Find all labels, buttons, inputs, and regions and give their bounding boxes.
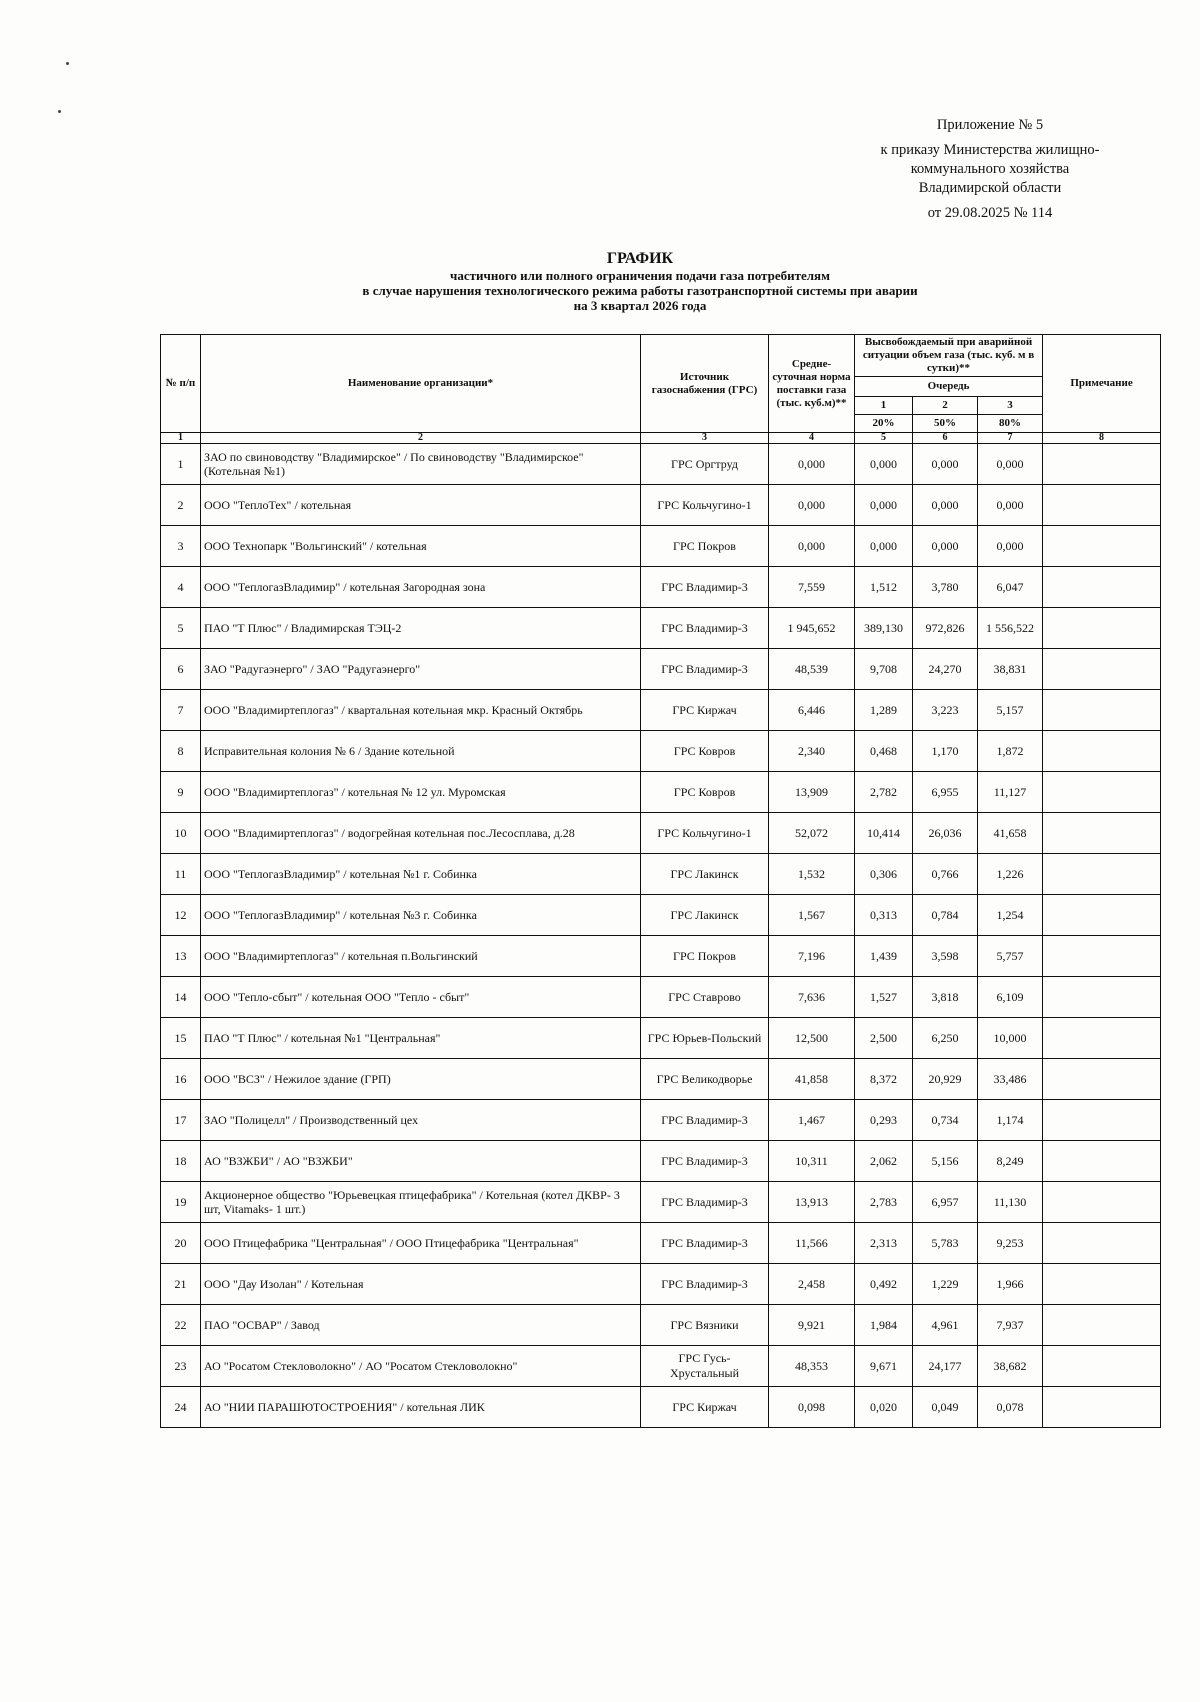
organization-name: ООО "ТеплоТех" / котельная [201,485,641,526]
row-number: 13 [161,936,201,977]
row-number: 14 [161,977,201,1018]
gas-source: ГРС Владимир-3 [641,1100,769,1141]
organization-name: АО "ВЗЖБИ" / АО "ВЗЖБИ" [201,1141,641,1182]
row-note [1043,690,1161,731]
row-number: 9 [161,772,201,813]
daily-norm: 10,311 [769,1141,855,1182]
gas-source: ГРС Владимир-3 [641,1141,769,1182]
daily-norm: 13,913 [769,1182,855,1223]
row-number: 8 [161,731,201,772]
released-queue-2: 6,955 [913,772,978,813]
released-queue-1: 8,372 [855,1059,913,1100]
released-queue-2: 0,766 [913,854,978,895]
appendix-order-line: к приказу Министерства жилищно- [880,142,1100,158]
row-note [1043,854,1161,895]
daily-norm: 1,532 [769,854,855,895]
col-index-4: 4 [769,433,855,444]
row-note [1043,485,1161,526]
released-queue-1: 2,783 [855,1182,913,1223]
table-row [161,1059,1161,1100]
released-queue-1: 0,000 [855,444,913,485]
organization-name: ООО "ТеплогазВладимир" / котельная №3 г. Собинка [201,895,641,936]
daily-norm: 2,340 [769,731,855,772]
released-queue-3: 8,249 [978,1141,1043,1182]
released-queue-3: 1,226 [978,854,1043,895]
released-queue-1: 1,439 [855,936,913,977]
released-queue-3: 10,000 [978,1018,1043,1059]
released-queue-2: 24,270 [913,649,978,690]
header-norm: Средне-суточная норма поставки газа (тыс. куб.м)** [769,335,855,433]
gas-source: ГРС Ковров [641,731,769,772]
scan-speck [58,110,61,113]
row-number: 1 [161,444,201,485]
table-row [161,567,1161,608]
released-queue-2: 0,000 [913,526,978,567]
daily-norm: 2,458 [769,1264,855,1305]
released-queue-2: 1,229 [913,1264,978,1305]
row-number: 24 [161,1387,201,1428]
released-queue-1: 9,671 [855,1346,913,1387]
organization-name: ООО Птицефабрика "Центральная" / ООО Птицефабрика "Центральная" [201,1223,641,1264]
daily-norm: 0,000 [769,444,855,485]
row-number: 20 [161,1223,201,1264]
row-note [1043,731,1161,772]
row-number: 23 [161,1346,201,1387]
released-queue-3: 33,486 [978,1059,1043,1100]
gas-source: ГРС Покров [641,936,769,977]
organization-name: ЗАО "Полицелл" / Производственный цех [201,1100,641,1141]
gas-source: ГРС Ковров [641,772,769,813]
gas-source: ГРС Владимир-3 [641,1264,769,1305]
table-row [161,1100,1161,1141]
organization-name: ООО "ТеплогазВладимир" / котельная №1 г. Собинка [201,854,641,895]
row-note [1043,1223,1161,1264]
daily-norm: 0,000 [769,485,855,526]
gas-source: ГРС Лакинск [641,895,769,936]
col-index-1: 1 [161,433,201,444]
row-number: 6 [161,649,201,690]
table-row [161,1346,1161,1387]
row-number: 7 [161,690,201,731]
gas-source: ГРС Владимир-3 [641,608,769,649]
released-queue-1: 0,306 [855,854,913,895]
table-row [161,1141,1161,1182]
released-queue-1: 1,984 [855,1305,913,1346]
table-row [161,772,1161,813]
released-queue-3: 1,174 [978,1100,1043,1141]
released-queue-3: 0,000 [978,526,1043,567]
released-queue-2: 5,783 [913,1223,978,1264]
released-queue-3: 1,872 [978,731,1043,772]
released-queue-2: 4,961 [913,1305,978,1346]
organization-name: Акционерное общество "Юрьевецкая птицефабрика" / Котельная (котел ДКВР- 3 шт, Vitamaks- 1 шт.) [201,1182,641,1223]
table-row [161,649,1161,690]
daily-norm: 48,353 [769,1346,855,1387]
table-row [161,690,1161,731]
released-queue-3: 1 556,522 [978,608,1043,649]
gas-source: ГРС Киржач [641,690,769,731]
released-queue-2: 3,598 [913,936,978,977]
released-queue-3: 1,254 [978,895,1043,936]
gas-source: ГРС Гусь-Хрустальный [641,1346,769,1387]
header-q3: 3 [978,397,1043,415]
released-queue-2: 26,036 [913,813,978,854]
row-note [1043,1346,1161,1387]
row-note [1043,649,1161,690]
gas-source: ГРС Оргтруд [641,444,769,485]
row-number: 5 [161,608,201,649]
released-queue-3: 5,757 [978,936,1043,977]
row-number: 3 [161,526,201,567]
row-number: 11 [161,854,201,895]
released-queue-3: 1,966 [978,1264,1043,1305]
gas-restriction-table [160,334,1161,1428]
table-row [161,854,1161,895]
released-queue-3: 6,047 [978,567,1043,608]
row-number: 18 [161,1141,201,1182]
table-row [161,1264,1161,1305]
released-queue-3: 5,157 [978,690,1043,731]
gas-source: ГРС Юрьев-Польский [641,1018,769,1059]
released-queue-1: 0,000 [855,526,913,567]
gas-source: ГРС Кольчугино-1 [641,813,769,854]
appendix-block [840,116,1140,223]
released-queue-2: 3,223 [913,690,978,731]
gas-source: ГРС Кольчугино-1 [641,485,769,526]
col-index-7: 7 [978,433,1043,444]
row-number: 12 [161,895,201,936]
daily-norm: 12,500 [769,1018,855,1059]
daily-norm: 6,446 [769,690,855,731]
released-queue-2: 20,929 [913,1059,978,1100]
gas-source: ГРС Владимир-3 [641,1223,769,1264]
released-queue-1: 2,782 [855,772,913,813]
organization-name: ООО "Тепло-сбыт" / котельная ООО "Тепло - сбыт" [201,977,641,1018]
table-row [161,444,1161,485]
daily-norm: 48,539 [769,649,855,690]
row-note [1043,895,1161,936]
appendix-ministry-line: коммунального хозяйства [910,161,1070,177]
organization-name: АО "НИИ ПАРАШЮТОСТРОЕНИЯ" / котельная ЛИК [201,1387,641,1428]
released-queue-1: 0,000 [855,485,913,526]
released-queue-1: 0,313 [855,895,913,936]
table-row [161,813,1161,854]
table-row [161,895,1161,936]
gas-source: ГРС Покров [641,526,769,567]
appendix-number: Приложение № 5 [936,117,1044,133]
row-note [1043,813,1161,854]
released-queue-1: 9,708 [855,649,913,690]
row-number: 16 [161,1059,201,1100]
daily-norm: 7,559 [769,567,855,608]
row-number: 2 [161,485,201,526]
gas-source: ГРС Владимир-3 [641,649,769,690]
row-note [1043,1264,1161,1305]
released-queue-3: 6,109 [978,977,1043,1018]
organization-name: ООО "Дау Изолан" / Котельная [201,1264,641,1305]
organization-name: ПАО "Т Плюс" / котельная №1 "Центральная" [201,1018,641,1059]
row-note [1043,1387,1161,1428]
daily-norm: 7,636 [769,977,855,1018]
released-queue-3: 9,253 [978,1223,1043,1264]
row-number: 10 [161,813,201,854]
gas-source: ГРС Великодворье [641,1059,769,1100]
table-row [161,608,1161,649]
document-title [200,250,1080,313]
organization-name: ПАО "ОСВАР" / Завод [201,1305,641,1346]
header-name: Наименование организации* [201,335,641,433]
organization-name: ООО "ВСЗ" / Нежилое здание (ГРП) [201,1059,641,1100]
released-queue-3: 41,658 [978,813,1043,854]
released-queue-1: 1,289 [855,690,913,731]
daily-norm: 0,000 [769,526,855,567]
title-main: ГРАФИК [606,250,674,267]
released-queue-1: 0,468 [855,731,913,772]
released-queue-1: 10,414 [855,813,913,854]
row-note [1043,444,1161,485]
released-queue-3: 38,831 [978,649,1043,690]
row-note [1043,526,1161,567]
released-queue-1: 2,500 [855,1018,913,1059]
organization-name: ООО "Владимиртеплогаз" / водогрейная котельная пос.Лесосплава, д.28 [201,813,641,854]
daily-norm: 13,909 [769,772,855,813]
organization-name: ООО "Владимиртеплогаз" / котельная № 12 ул. Муромская [201,772,641,813]
row-note [1043,1059,1161,1100]
row-note [1043,1018,1161,1059]
daily-norm: 7,196 [769,936,855,977]
row-number: 21 [161,1264,201,1305]
daily-norm: 52,072 [769,813,855,854]
gas-source: ГРС Вязники [641,1305,769,1346]
row-note [1043,772,1161,813]
released-queue-1: 2,313 [855,1223,913,1264]
organization-name: ООО "Владимиртеплогаз" / котельная п.Вольгинский [201,936,641,977]
table-row [161,1018,1161,1059]
appendix-date-line: от 29.08.2025 № 114 [927,205,1053,221]
row-note [1043,977,1161,1018]
released-queue-1: 1,527 [855,977,913,1018]
released-queue-2: 3,780 [913,567,978,608]
table-row [161,731,1161,772]
gas-source: ГРС Лакинск [641,854,769,895]
daily-norm: 1,567 [769,895,855,936]
table-row [161,936,1161,977]
organization-name: ПАО "Т Плюс" / Владимирская ТЭЦ-2 [201,608,641,649]
released-queue-3: 7,937 [978,1305,1043,1346]
scan-speck [66,62,69,65]
released-queue-2: 0,784 [913,895,978,936]
daily-norm: 9,921 [769,1305,855,1346]
released-queue-3: 38,682 [978,1346,1043,1387]
row-number: 19 [161,1182,201,1223]
released-queue-2: 5,156 [913,1141,978,1182]
released-queue-2: 0,000 [913,444,978,485]
header-released: Высвобождаемый при аварийной ситуации объем газа (тыс. куб. м в сутки)** [855,335,1043,377]
row-note [1043,608,1161,649]
col-index-8: 8 [1043,433,1161,444]
gas-source: ГРС Ставрово [641,977,769,1018]
released-queue-2: 6,250 [913,1018,978,1059]
daily-norm: 0,098 [769,1387,855,1428]
row-number: 4 [161,567,201,608]
header-note: Примечание [1043,335,1161,433]
released-queue-1: 0,492 [855,1264,913,1305]
row-note [1043,1305,1161,1346]
released-queue-1: 0,293 [855,1100,913,1141]
released-queue-3: 11,127 [978,772,1043,813]
released-queue-2: 1,170 [913,731,978,772]
header-queue: Очередь [855,377,1043,397]
row-number: 15 [161,1018,201,1059]
title-line-2: в случае нарушения технологического режима работы газотранспортной системы при аварии [362,283,918,298]
row-note [1043,1100,1161,1141]
organization-name: Исправительная колония № 6 / Здание котельной [201,731,641,772]
released-queue-1: 389,130 [855,608,913,649]
row-note [1043,1182,1161,1223]
table-row [161,1223,1161,1264]
row-note [1043,1141,1161,1182]
daily-norm: 1 945,652 [769,608,855,649]
organization-name: ООО "Владимиртеплогаз" / квартальная котельная мкр. Красный Октябрь [201,690,641,731]
released-queue-3: 11,130 [978,1182,1043,1223]
gas-source: ГРС Киржач [641,1387,769,1428]
released-queue-2: 0,049 [913,1387,978,1428]
released-queue-2: 24,177 [913,1346,978,1387]
row-note [1043,567,1161,608]
released-queue-1: 0,020 [855,1387,913,1428]
organization-name: ООО "ТеплогазВладимир" / котельная Загородная зона [201,567,641,608]
row-number: 22 [161,1305,201,1346]
col-index-3: 3 [641,433,769,444]
organization-name: ООО Технопарк "Вольгинский" / котельная [201,526,641,567]
table-row [161,1182,1161,1223]
title-line-3: на 3 квартал 2026 года [573,298,707,313]
header-p1: 20% [855,415,913,433]
released-queue-3: 0,000 [978,485,1043,526]
col-index-2: 2 [201,433,641,444]
released-queue-2: 0,734 [913,1100,978,1141]
gas-source: ГРС Владимир-3 [641,567,769,608]
released-queue-1: 1,512 [855,567,913,608]
row-number: 17 [161,1100,201,1141]
col-index-6: 6 [913,433,978,444]
organization-name: ЗАО по свиноводству "Владимирское" / По свиноводству "Владимирское" (Котельная №1) [201,444,641,485]
table-row [161,485,1161,526]
header-num: № п/п [161,335,201,433]
released-queue-2: 6,957 [913,1182,978,1223]
table-body [161,444,1161,1428]
header-p3: 80% [978,415,1043,433]
header-q2: 2 [913,397,978,415]
header-q1: 1 [855,397,913,415]
daily-norm: 1,467 [769,1100,855,1141]
title-line-1: частичного или полного ограничения подачи газа потребителям [450,268,830,283]
row-note [1043,936,1161,977]
released-queue-2: 3,818 [913,977,978,1018]
released-queue-1: 2,062 [855,1141,913,1182]
appendix-region-line: Владимирской области [918,180,1062,196]
col-index-5: 5 [855,433,913,444]
table-row [161,977,1161,1018]
released-queue-3: 0,078 [978,1387,1043,1428]
organization-name: ЗАО "Радугаэнерго" / ЗАО "Радугаэнерго" [201,649,641,690]
released-queue-2: 972,826 [913,608,978,649]
header-p2: 50% [913,415,978,433]
released-queue-2: 0,000 [913,485,978,526]
table-row [161,1305,1161,1346]
daily-norm: 11,566 [769,1223,855,1264]
header-source: Источник газоснабжения (ГРС) [641,335,769,433]
organization-name: АО "Росатом Стекловолокно" / АО "Росатом Стекловолокно" [201,1346,641,1387]
released-queue-3: 0,000 [978,444,1043,485]
table-row [161,1387,1161,1428]
table-row [161,526,1161,567]
daily-norm: 41,858 [769,1059,855,1100]
gas-source: ГРС Владимир-3 [641,1182,769,1223]
